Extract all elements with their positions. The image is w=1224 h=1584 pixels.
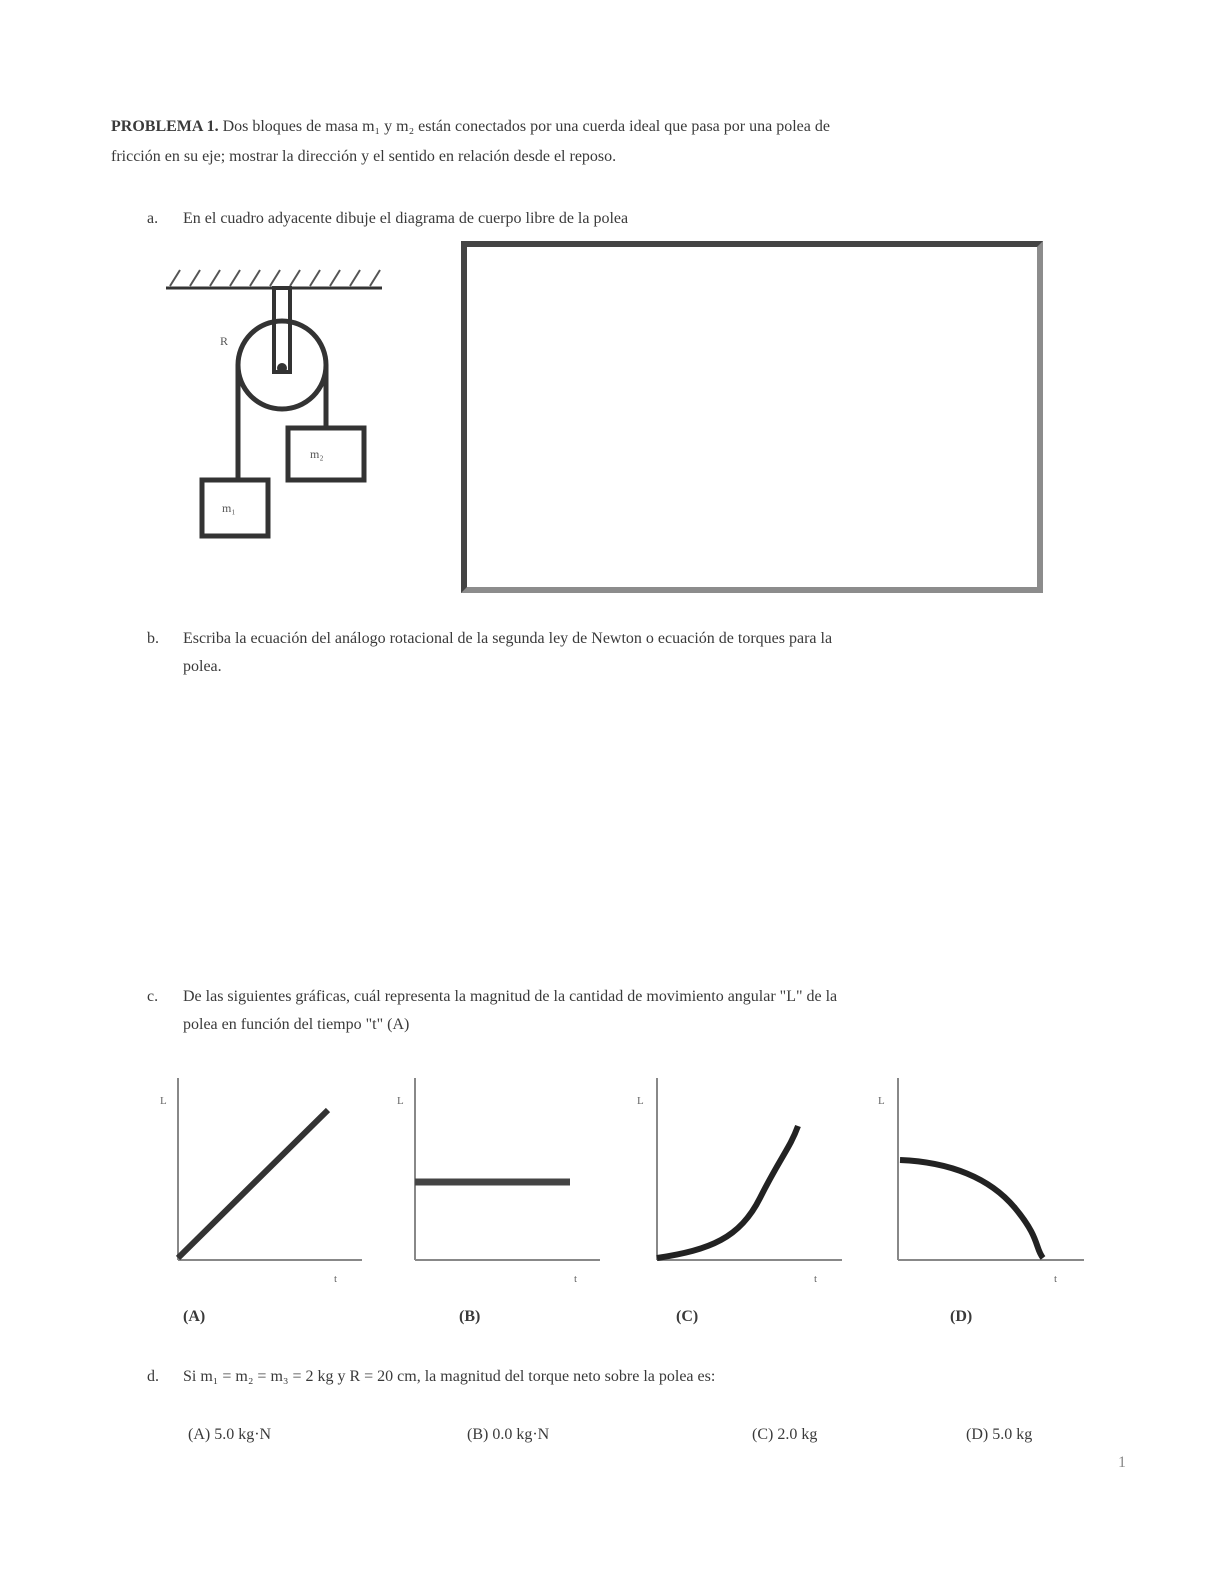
- part-d-letter: d.: [147, 1368, 159, 1385]
- part-d-option-a[interactable]: (A) 5.0 kg·N: [188, 1426, 272, 1443]
- graph-d-y-label: L: [878, 1095, 885, 1107]
- free-body-answer-box[interactable]: [461, 241, 1043, 593]
- pulley-support: [274, 288, 290, 372]
- part-c-letter: c.: [147, 988, 159, 1005]
- graph-a-x-label: t: [334, 1273, 338, 1285]
- graph-d-curve: [900, 1160, 1043, 1258]
- graph-d-x-label: t: [1054, 1273, 1058, 1285]
- part-c-text-line2: polea en función del tiempo "t" (A): [183, 1016, 410, 1033]
- part-b-letter: b.: [147, 630, 159, 647]
- graphs-row: [150, 1068, 1110, 1308]
- graph-c: [637, 1078, 842, 1285]
- part-c-text-line1: De las siguientes gráficas, cuál representa la magnitud de la cantidad de movimiento angular "L" de la: [183, 988, 838, 1005]
- graph-b-x-label: t: [574, 1273, 578, 1285]
- graph-c-y-label: L: [637, 1095, 644, 1107]
- graph-c-option[interactable]: (C): [676, 1308, 699, 1325]
- block-m1-label: m₁: [222, 501, 236, 515]
- problem-text-line2: fricción en su eje; mostrar la dirección y el sentido en relación desde el reposo.: [111, 148, 617, 165]
- problem-statement: [111, 112, 1141, 142]
- graph-b-y-label: L: [397, 1095, 404, 1107]
- pulley-diagram: [150, 250, 390, 550]
- part-d-option-b[interactable]: (B) 0.0 kg·N: [467, 1426, 550, 1443]
- graph-a: [160, 1078, 362, 1285]
- part-b-text-line2: polea.: [183, 658, 222, 675]
- graph-a-option[interactable]: (A): [183, 1308, 206, 1325]
- part-d-text: Si m₁ = m₂ = m₃ = 2 kg y R = 20 cm, la magnitud del torque neto sobre la polea es:: [183, 1368, 716, 1385]
- block-m2-label: m₂: [310, 447, 324, 461]
- part-d-option-d[interactable]: (D) 5.0 kg: [966, 1426, 1033, 1443]
- graph-a-curve: [178, 1110, 328, 1258]
- ceiling-hatch: [166, 270, 382, 288]
- graph-c-curve: [657, 1126, 798, 1258]
- part-a-text: En el cuadro adyacente dibuje el diagrama de cuerpo libre de la polea: [183, 210, 629, 227]
- page-number: 1: [1118, 1454, 1126, 1471]
- pulley-radius-label: R: [220, 334, 229, 348]
- graph-d-option[interactable]: (D): [950, 1308, 973, 1325]
- pulley-axle: [277, 363, 287, 373]
- graph-a-y-label: L: [160, 1095, 167, 1107]
- problem-heading: PROBLEMA 1.: [111, 118, 219, 135]
- part-d-option-c[interactable]: (C) 2.0 kg: [752, 1426, 818, 1443]
- graph-c-x-label: t: [814, 1273, 818, 1285]
- part-b-text-line1: Escriba la ecuación del análogo rotacional de la segunda ley de Newton o ecuación de torques para la: [183, 630, 833, 647]
- part-a-letter: a.: [147, 210, 159, 227]
- block-m2: [288, 428, 364, 480]
- problem-text-line1: Dos bloques de masa m₁ y m₂ están conectados por una cuerda ideal que pasa por una polea de: [222, 118, 830, 135]
- graph-d: [878, 1078, 1084, 1285]
- graph-b: [397, 1078, 600, 1285]
- graph-b-option[interactable]: (B): [459, 1308, 481, 1325]
